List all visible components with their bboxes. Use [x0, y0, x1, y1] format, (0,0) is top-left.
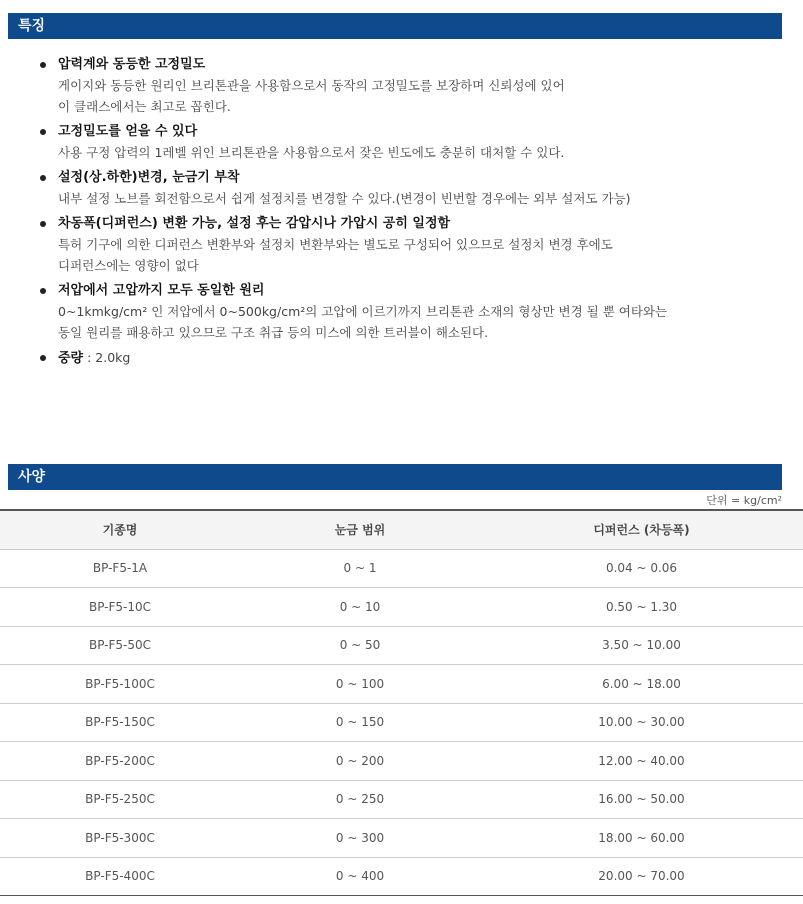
cell-model: BP-F5-50C: [0, 626, 240, 665]
column-header-range: 눈금 범위: [240, 510, 480, 549]
cell-range: 0 ~ 150: [240, 703, 480, 742]
table-row: [0, 742, 803, 781]
unit-note: 단위 = kg/cm²: [706, 494, 782, 507]
column-header-difference: 디퍼런스 (차등폭): [480, 510, 803, 549]
cell-model: BP-F5-100C: [0, 665, 240, 704]
feature-item: [40, 167, 780, 209]
feature-title: 고정밀도를 얻을 수 있다: [58, 124, 198, 139]
cell-difference: 6.00 ~ 18.00: [480, 665, 803, 704]
cell-range: 0 ~ 400: [240, 857, 480, 896]
cell-range: 0 ~ 10: [240, 588, 480, 627]
cell-model: BP-F5-400C: [0, 857, 240, 896]
cell-range: 0 ~ 300: [240, 819, 480, 858]
cell-difference: 12.00 ~ 40.00: [480, 742, 803, 781]
feature-desc: 0~1kmkg/cm² 인 저압에서 0~500kg/cm²의 고압에 이르기까지 브리톤관 소재의 형상만 변경 될 뿐 여타와는 동일 원리를 패용하고 있으므로 구조 취급 등의 미스에 의한 트러블이 해소된다.: [58, 304, 668, 340]
cell-difference: 18.00 ~ 60.00: [480, 819, 803, 858]
feature-item: [40, 213, 780, 276]
cell-range: 0 ~ 50: [240, 626, 480, 665]
specs-section-title: 사양: [8, 464, 782, 490]
column-header-model: 기종명: [0, 510, 240, 549]
cell-difference: 0.50 ~ 1.30: [480, 588, 803, 627]
table-row: [0, 665, 803, 704]
table-row: [0, 626, 803, 665]
cell-range: 0 ~ 200: [240, 742, 480, 781]
cell-difference: 20.00 ~ 70.00: [480, 857, 803, 896]
spec-table: [0, 509, 803, 896]
cell-model: BP-F5-200C: [0, 742, 240, 781]
feature-item: [40, 121, 780, 163]
cell-model: BP-F5-300C: [0, 819, 240, 858]
cell-difference: 10.00 ~ 30.00: [480, 703, 803, 742]
feature-title: 압력계와 동등한 고정밀도: [58, 57, 206, 72]
table-row: [0, 819, 803, 858]
cell-model: BP-F5-1A: [0, 549, 240, 588]
table-row: [0, 780, 803, 819]
features-section-title: 특징: [8, 13, 782, 39]
cell-difference: 0.04 ~ 0.06: [480, 549, 803, 588]
cell-range: 0 ~ 100: [240, 665, 480, 704]
table-row: [0, 588, 803, 627]
feature-title: 차동폭(디퍼런스) 변환 가능, 설정 후는 감압시나 가압시 공히 일정함: [58, 216, 451, 231]
feature-item: [40, 280, 780, 343]
feature-desc: 사용 구정 압력의 1레벨 위인 브리톤관을 사용함으로서 잦은 빈도에도 충분히 대처할 수 있다.: [58, 145, 565, 160]
table-header-row: [0, 510, 803, 549]
weight-value: : 2.0kg: [83, 350, 131, 365]
table-row: [0, 857, 803, 896]
table-row: [0, 549, 803, 588]
feature-title: 저압에서 고압까지 모두 동일한 원리: [58, 283, 265, 298]
feature-title: 설정(상.하한)변경, 눈금기 부착: [58, 170, 240, 185]
cell-difference: 16.00 ~ 50.00: [480, 780, 803, 819]
feature-item: [40, 54, 780, 117]
weight-label: 중량: [58, 351, 84, 366]
cell-difference: 3.50 ~ 10.00: [480, 626, 803, 665]
cell-model: BP-F5-150C: [0, 703, 240, 742]
feature-weight: [40, 347, 780, 369]
cell-range: 0 ~ 1: [240, 549, 480, 588]
cell-range: 0 ~ 250: [240, 780, 480, 819]
feature-desc: 특허 기구에 의한 디퍼런스 변환부와 설정치 변환부와는 별도로 구성되어 있으므로 설정치 변경 후에도 디퍼런스에는 영향이 없다: [58, 237, 613, 273]
feature-desc: 내부 설정 노브를 회전함으로서 쉽게 설정치를 변경할 수 있다.(변경이 빈번할 경우에는 외부 설저도 가능): [58, 191, 631, 206]
feature-desc: 게이지와 동등한 원리인 브리톤관을 사용함으로서 동작의 고정밀도를 보장하며 신뢰성에 있어 이 클래스에서는 최고로 꼽힌다.: [58, 78, 565, 114]
features-list: [40, 54, 780, 373]
cell-model: BP-F5-10C: [0, 588, 240, 627]
table-row: [0, 703, 803, 742]
cell-model: BP-F5-250C: [0, 780, 240, 819]
